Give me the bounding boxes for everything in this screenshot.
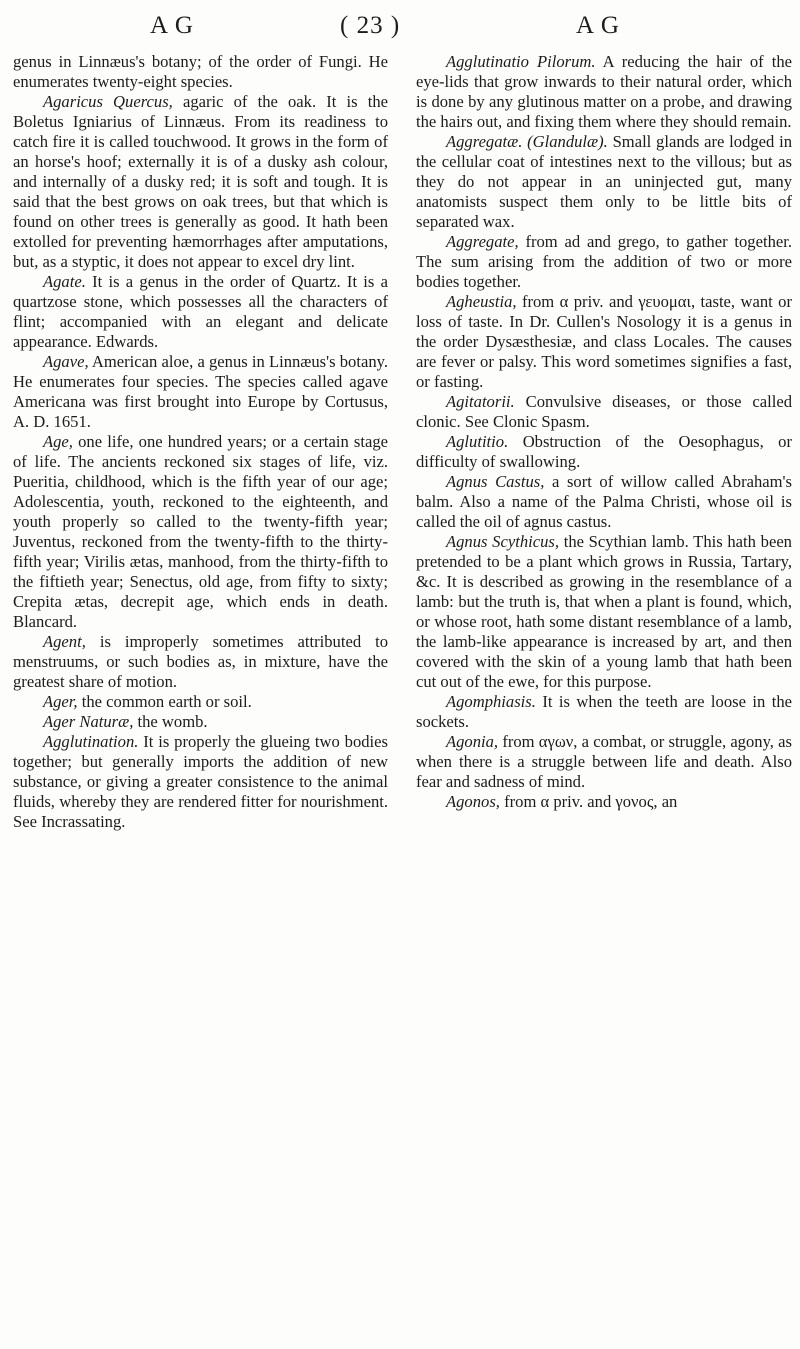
entry: Agnus Scythicus, the Scythian lamb. This hath been pretended to be a plant which grows in Russia, Tartary, &c. It is described as growing in the resemblance of a lamb: but the truth is, that when a plant is found, which, or whose root, hath some distant resemblance of a lamb, the lamb-like appearance is increased by art, and then covered with the skin of a young lamb that hath been cut out of the ewe, for this purpose.	[416, 532, 792, 691]
headword: Agent,	[43, 632, 86, 651]
headword: Ager Naturæ,	[43, 712, 134, 731]
entry: Agonos, from α priv. and γονος, an	[446, 792, 678, 811]
entry: Agomphiasis. It is when the teeth are loose in the sockets.	[416, 692, 792, 731]
headword: Agglutination.	[43, 732, 139, 751]
entry: Aglutitio. Obstruction of the Oesophagus, or difficulty of swallowing.	[416, 432, 792, 471]
headword: Agate.	[43, 272, 86, 291]
entry: Agheustia, from α priv. and γευομαι, taste, want or loss of taste. In Dr. Cullen's Nosology it is a genus in the order Dysæsthesiæ, and class Locales. The causes are fever or palsy. This word sometimes signifies a fast, or fasting.	[416, 292, 792, 391]
entry: Agaricus Quercus, agaric of the oak. It is the Boletus Igniarius of Linnæus. From its readiness to catch fire it is called touchwood. It grows in the form of an horse's hoof; externally it is of a dusky ash colour, and internally of a dusky red; it is soft and tough. It is said that the best grows on oak trees, but that which is found on other trees is generally as good. It hath been extolled for preventing hæmorrhages after amputations, but, as a styptic, it does not appear to excel dry lint.	[13, 92, 388, 271]
entry: Ager, the common earth or soil.	[43, 692, 252, 711]
entry: Agate. It is a genus in the order of Quartz. It is a quartzose stone, which possesses all the characters of flint; accompanied with an elegant and delicate appearance. Edwards.	[13, 272, 388, 351]
entry: Agave, American aloe, a genus in Linnæus's botany. He enumerates four species. The species called agave Americana was first brought into Europe by Cortusus, A. D. 1651.	[13, 352, 388, 431]
headword: Agglutinatio Pilorum.	[446, 52, 596, 71]
right-column	[416, 52, 792, 812]
headword: Agnus Castus,	[446, 472, 545, 491]
entry: Agglutinatio Pilorum. A reducing the hair of the eye-lids that grow inwards to their natural order, which is done by any glutinous matter on a probe, and drawing the hairs out, and fixing them where they should remain.	[416, 52, 792, 131]
entry: Agent, is improperly sometimes attributed to menstruums, or such bodies as, in mixture, have the greatest share of motion.	[13, 632, 388, 691]
left-column	[13, 52, 388, 832]
headword: Agaricus Quercus,	[43, 92, 173, 111]
headword: Agomphiasis.	[446, 692, 536, 711]
headword: Aggregatæ. (Glandulæ).	[446, 132, 608, 151]
header-left: A G	[150, 12, 194, 39]
entry: Agnus Castus, a sort of willow called Abraham's balm. Also a name of the Palma Christi, whose oil is called the oil of agnus castus.	[416, 472, 792, 531]
running-header	[0, 12, 800, 46]
headword: Agonia,	[446, 732, 499, 751]
headword: Aggregate,	[446, 232, 519, 251]
page-number: ( 23 )	[340, 12, 401, 39]
headword: Ager,	[43, 692, 78, 711]
headword: Agnus Scythicus,	[446, 532, 559, 551]
headword: Agonos,	[446, 792, 500, 811]
entry: Aggregate, from ad and grego, to gather together. The sum arising from the addition of two or more bodies together.	[416, 232, 792, 291]
entry: Agitatorii. Convulsive diseases, or those called clonic. See Clonic Spasm.	[416, 392, 792, 431]
entry: Age, one life, one hundred years; or a certain stage of life. The ancients reckoned six stages of life, viz. Pueritia, childhood, which is the fifth year of our age; Adolescentia, youth, reckoned to the eighteenth, and youth properly so called to the twenty-fifth year; Juventus, reckoned from the twenty-fifth to the thirty-fifth year; Virilis ætas, manhood, from the thirty-fifth to the fiftieth year; Senectus, old age, from fifty to sixty; Crepita ætas, decrepit age, which ends in death. Blancard.	[13, 432, 388, 631]
headword: Age,	[43, 432, 73, 451]
headword: Agave,	[43, 352, 89, 371]
entry: genus in Linnæus's botany; of the order of Fungi. He enumerates twenty-eight species.	[13, 52, 388, 91]
entry: Ager Naturæ, the womb.	[43, 712, 208, 731]
entry: Agonia, from αγων, a combat, or struggle, agony, as when there is a struggle between life and death. Also fear and sadness of mind.	[416, 732, 792, 791]
entry: Aggregatæ. (Glandulæ). Small glands are lodged in the cellular coat of intestines next to the villous; but as they do not appear in an uninjected gut, many anatomists suspect them only to be little bits of separated wax.	[416, 132, 792, 231]
headword: Agheustia,	[446, 292, 517, 311]
header-right: A G	[576, 12, 620, 39]
entry: Agglutination. It is properly the glueing two bodies together; but generally imports the addition of new substance, or giving a greater consistence to the animal fluids, whereby they are rendered fitter for nourishment. See Incrassating.	[13, 732, 388, 831]
headword: Agitatorii.	[446, 392, 515, 411]
headword: Aglutitio.	[446, 432, 509, 451]
